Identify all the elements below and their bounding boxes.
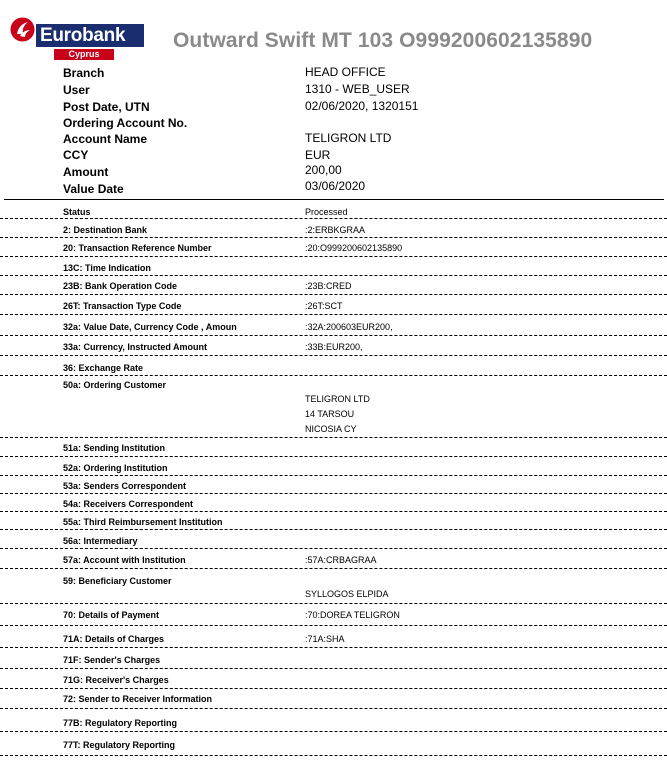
logo-wordmark: Eurobank bbox=[36, 24, 144, 47]
value-date-value: 03/06/2020 bbox=[305, 179, 366, 193]
ordering-account-label: Ordering Account No. bbox=[63, 116, 188, 130]
post-date-value: 02/06/2020, 1320151 bbox=[305, 99, 419, 113]
post-date-label: Post Date, UTN bbox=[63, 100, 150, 114]
amount-label: Amount bbox=[63, 165, 109, 179]
status-label: Status bbox=[63, 207, 91, 217]
row-separator bbox=[0, 335, 667, 336]
value-date-currency-amount-value: :32A:200603EUR200, bbox=[305, 322, 393, 332]
row-separator bbox=[0, 256, 667, 257]
ordering-customer-label: 50a: Ordering Customer bbox=[63, 380, 167, 390]
destination-bank-label: 2: Destination Bank bbox=[63, 225, 148, 235]
row-separator bbox=[0, 603, 667, 604]
row-separator bbox=[0, 294, 667, 295]
ordering-customer-line: 14 TARSOU bbox=[305, 409, 355, 419]
receivers-charges-label: 71G: Receiver's Charges bbox=[63, 675, 169, 685]
row-separator bbox=[0, 529, 667, 530]
account-with-institution-value: :57A:CRBAGRAA bbox=[305, 555, 377, 565]
logo-region: Cyprus bbox=[54, 49, 114, 60]
beneficiary-customer-label: 59: Beneficiary Customer bbox=[63, 576, 172, 586]
branch-label: Branch bbox=[63, 66, 105, 80]
transaction-reference-label: 20: Transaction Reference Number bbox=[63, 243, 212, 253]
transaction-reference-value: :20:O999200602135890 bbox=[305, 243, 403, 253]
user-label: User bbox=[63, 83, 90, 97]
ordering-institution-label: 52a: Ordering Institution bbox=[63, 463, 168, 473]
row-separator bbox=[0, 755, 667, 756]
value-date-label: Value Date bbox=[63, 182, 124, 196]
sender-to-receiver-info-label: 72: Sender to Receiver Information bbox=[63, 694, 213, 704]
row-separator bbox=[0, 314, 667, 315]
branch-value: HEAD OFFICE bbox=[305, 65, 386, 79]
row-separator bbox=[0, 375, 667, 376]
account-name-value: TELIGRON LTD bbox=[305, 131, 392, 145]
sending-institution-label: 51a: Sending Institution bbox=[63, 443, 166, 453]
instructed-amount-value: :33B:EUR200, bbox=[305, 342, 363, 352]
row-separator bbox=[0, 731, 667, 732]
row-separator bbox=[0, 275, 667, 276]
row-separator bbox=[0, 568, 667, 569]
account-name-label: Account Name bbox=[63, 132, 148, 146]
bank-operation-code-value: :23B:CRED bbox=[305, 281, 352, 291]
transaction-type-code-label: 26T: Transaction Type Code bbox=[63, 301, 182, 311]
row-separator bbox=[0, 437, 667, 438]
exchange-rate-label: 36: Exchange Rate bbox=[63, 363, 144, 373]
beneficiary-customer-line: SYLLOGOS ELPIDA bbox=[305, 589, 389, 599]
value-date-currency-amount-label: 32a: Value Date, Currency Code , Amoun bbox=[63, 322, 237, 332]
details-of-charges-label: 71A: Details of Charges bbox=[63, 634, 165, 644]
details-of-payment-label: 70: Details of Payment bbox=[63, 610, 160, 620]
regulatory-reporting-77b-label: 77B: Regulatory Reporting bbox=[63, 718, 178, 728]
user-value: 1310 - WEB_USER bbox=[305, 82, 410, 96]
row-separator bbox=[0, 688, 667, 689]
ccy-label: CCY bbox=[63, 148, 89, 162]
header-divider bbox=[4, 199, 664, 200]
eurobank-logo bbox=[9, 14, 139, 62]
row-separator bbox=[0, 548, 667, 549]
senders-charges-label: 71F: Sender's Charges bbox=[63, 655, 161, 665]
third-reimbursement-label: 55a: Third Reimbursement Institution bbox=[63, 517, 223, 527]
page-title: Outward Swift MT 103 O999200602135890 bbox=[173, 29, 593, 52]
details-of-payment-value: :70:DOREA TELIGRON bbox=[305, 610, 400, 620]
ordering-customer-line: NICOSIA CY bbox=[305, 424, 357, 434]
destination-bank-value: :2:ERBKGRAA bbox=[305, 225, 366, 235]
account-with-institution-label: 57a: Account with Institution bbox=[63, 555, 186, 565]
row-separator bbox=[0, 708, 667, 709]
status-value: Processed bbox=[305, 207, 348, 217]
row-separator bbox=[0, 668, 667, 669]
row-separator bbox=[0, 475, 667, 476]
ordering-customer-line: TELIGRON LTD bbox=[305, 394, 370, 404]
eurobank-flame-icon bbox=[9, 16, 36, 43]
ccy-value: EUR bbox=[305, 148, 331, 162]
receivers-correspondent-label: 54a: Receivers Correspondent bbox=[63, 499, 194, 509]
row-separator bbox=[0, 625, 667, 626]
instructed-amount-label: 33a: Currency, Instructed Amount bbox=[63, 342, 208, 352]
row-separator bbox=[0, 647, 667, 648]
regulatory-reporting-77t-label: 77T: Regulatory Reporting bbox=[63, 740, 176, 750]
intermediary-label: 56a: Intermediary bbox=[63, 536, 138, 546]
row-separator bbox=[0, 355, 667, 356]
amount-value: 200,00 bbox=[305, 163, 342, 177]
row-separator bbox=[0, 218, 667, 219]
details-of-charges-value: :71A:SHA bbox=[305, 634, 345, 644]
bank-operation-code-label: 23B: Bank Operation Code bbox=[63, 281, 178, 291]
senders-correspondent-label: 53a: Senders Correspondent bbox=[63, 481, 187, 491]
row-separator bbox=[0, 493, 667, 494]
time-indication-label: 13C: Time Indication bbox=[63, 263, 151, 273]
row-separator bbox=[0, 511, 667, 512]
transaction-type-code-value: :26T:SCT bbox=[305, 301, 343, 311]
row-separator bbox=[0, 456, 667, 457]
row-separator bbox=[0, 237, 667, 238]
